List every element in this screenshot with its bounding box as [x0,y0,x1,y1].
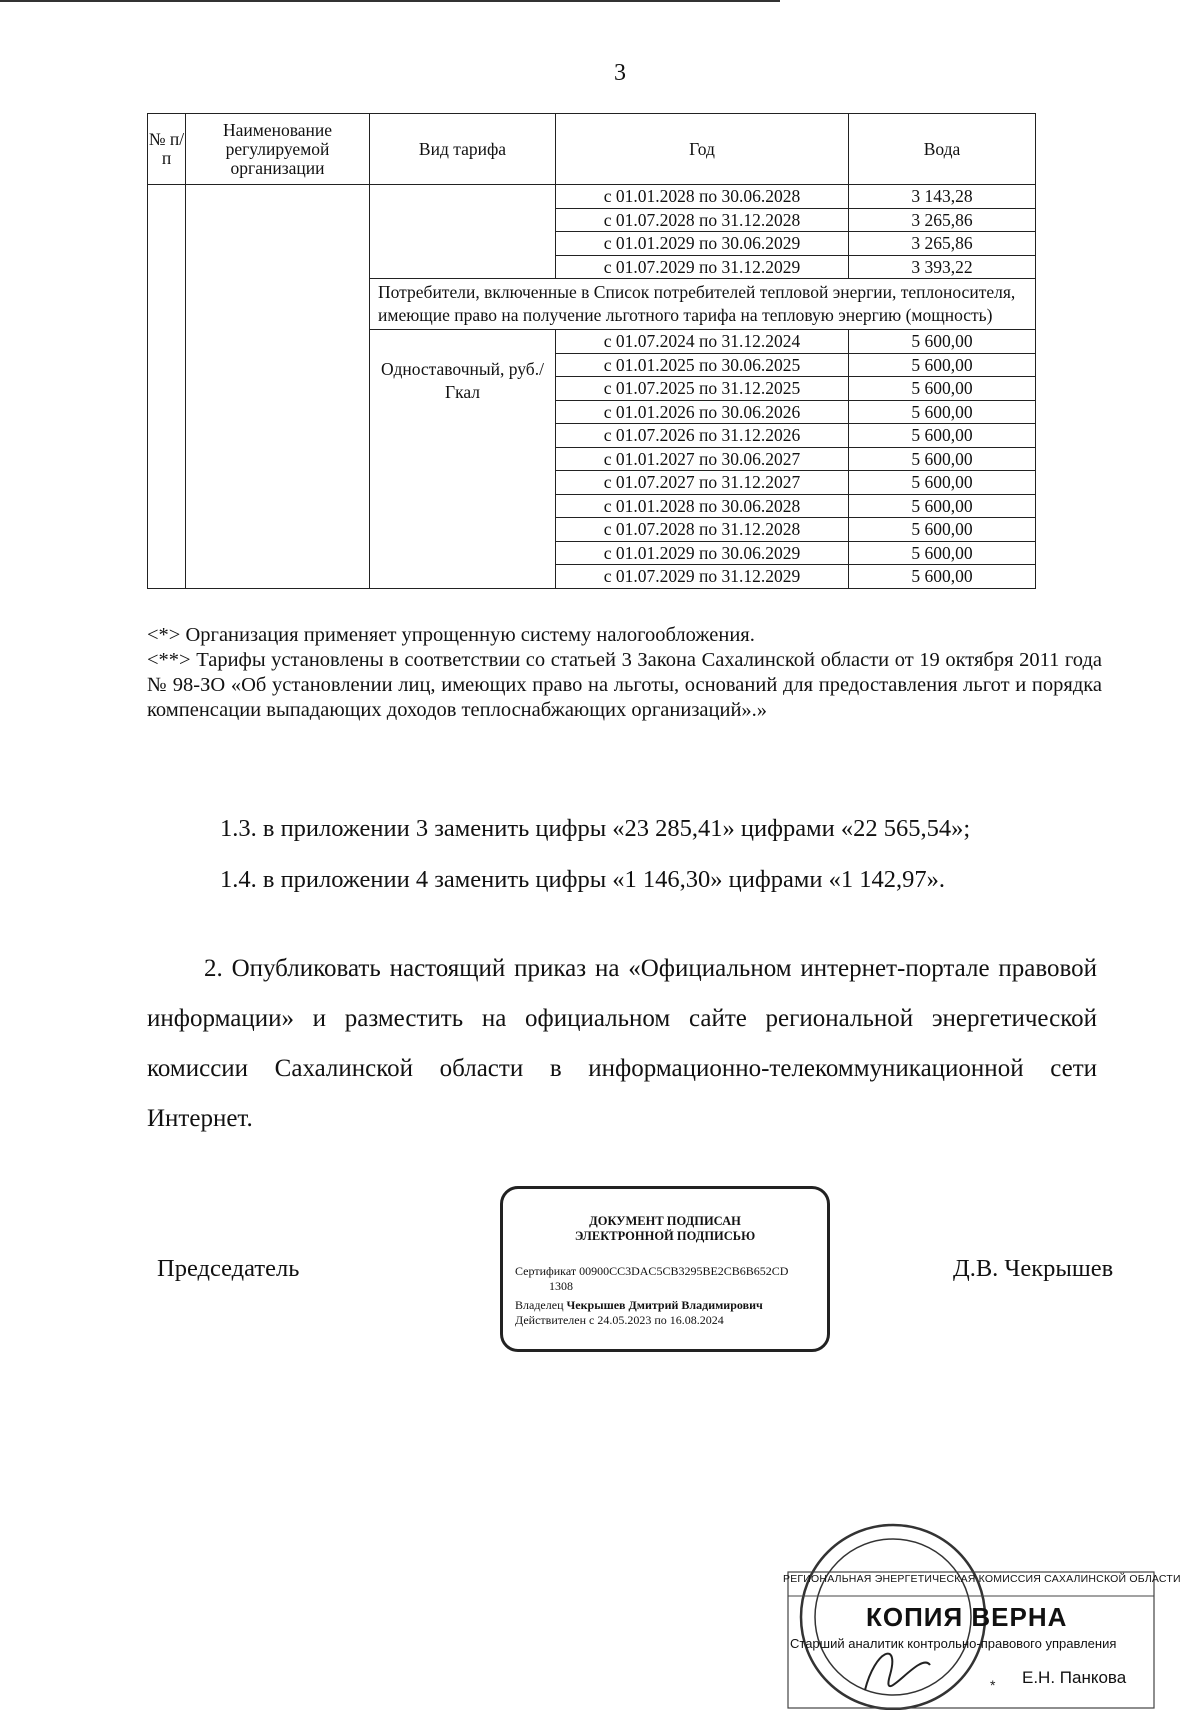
cell-consumer-group: Потребители, включенные в Список потребителей тепловой энергии, теплоносителя, имеющие право на получение льготного тарифа на тепловую энергию (мощность) [370,279,1036,330]
cell-value: 5 600,00 [849,353,1036,377]
paragraph-2: 2. Опубликовать настоящий приказ на «Официальном интернет-портале правовой информации» и разместить на официальном сайте региональной энергетической комиссии Сахалинской области в информационно-телекоммуникационной сети Интернет. [147,955,1097,1132]
cell-period: с 01.07.2028 по 31.12.2028 [556,208,849,232]
cell-period: с 01.07.2028 по 31.12.2028 [556,518,849,542]
cell-period: с 01.01.2027 по 30.06.2027 [556,447,849,471]
cell-value: 5 600,00 [849,494,1036,518]
footnotes [147,623,1102,723]
header-tariff-type: Вид тарифа [370,114,556,185]
header-number: № п/п [148,114,186,185]
cell-value: 5 600,00 [849,424,1036,448]
signatory-name: Д.В. Чекрышев [953,1255,1114,1282]
footnote-2: <**> Тарифы установлены в соответствии со статьей 3 Закона Сахалинской области от 19 октября 2011 года № 98-ЗО «Об установлении лиц, имеющих право на льготы, оснований для предоставления льгот и порядка компенсации выпадающих доходов теплоснабжающих организаций».» [147,649,1102,721]
cell-value: 3 393,22 [849,255,1036,279]
item-1-3: 1.3. в приложении 3 заменить цифры «23 285,41» цифрами «22 565,54»; [220,815,971,842]
cell-tariff-type-blank [370,185,556,279]
cell-tariff-type: Одноставочный, руб./Гкал [370,330,556,589]
cell-value: 3 265,86 [849,208,1036,232]
cell-period: с 01.01.2026 по 30.06.2026 [556,400,849,424]
cell-period: с 01.01.2028 по 30.06.2028 [556,494,849,518]
table-row [148,185,1036,209]
esig-owner-label: Владелец [515,1298,564,1312]
cell-value: 5 600,00 [849,518,1036,542]
cell-period: с 01.07.2029 по 31.12.2029 [556,565,849,589]
cell-period: с 01.01.2029 по 30.06.2029 [556,232,849,256]
svg-text:*: * [990,1677,996,1693]
cell-value: 3 143,28 [849,185,1036,209]
cell-period: с 01.07.2025 по 31.12.2025 [556,377,849,401]
esig-certificate [515,1264,827,1279]
cell-period: с 01.01.2025 по 30.06.2025 [556,353,849,377]
esig-cert-value-2: 1308 [549,1279,573,1293]
signatory-position: Председатель [157,1255,300,1282]
copy-position: Старший аналитик контрольно-правового управления [790,1636,1117,1651]
cell-organization [186,185,370,589]
tariff-table [147,113,1036,589]
electronic-signature-box [500,1186,830,1352]
esig-cert-value: 00900CC3DAC5CB3295BE2CB6B652CD [579,1264,789,1278]
item-1-4: 1.4. в приложении 4 заменить цифры «1 146,30» цифрами «1 142,97». [220,866,946,893]
cell-value: 3 265,86 [849,232,1036,256]
table-body [148,185,1036,589]
esig-cert-label: Сертификат [515,1264,577,1278]
header-period: Год [556,114,849,185]
footnote-1: <*> Организация применяет упрощенную систему налогообложения. [147,624,755,646]
esig-title-1: ДОКУМЕНТ ПОДПИСАН [589,1214,741,1228]
cell-period: с 01.07.2029 по 31.12.2029 [556,255,849,279]
cell-period: с 01.07.2024 по 31.12.2024 [556,330,849,354]
copy-org-line: РЕГИОНАЛЬНАЯ ЭНЕРГЕТИЧЕСКАЯ КОМИССИЯ САХАЛИНСКОЙ ОБЛАСТИ [783,1573,1181,1585]
copy-signer-name: Е.Н. Панкова [1022,1668,1127,1687]
copy-certified-title: КОПИЯ ВЕРНА [866,1602,1068,1632]
table-header-row [148,114,1036,185]
esig-title-2: ЭЛЕКТРОННОЙ ПОДПИСЬЮ [574,1229,756,1243]
esig-owner-value: Чекрышев Дмитрий Владимирович [566,1298,763,1312]
cell-value: 5 600,00 [849,565,1036,589]
cell-value: 5 600,00 [849,447,1036,471]
cell-value: 5 600,00 [849,377,1036,401]
cell-period: с 01.01.2028 по 30.06.2028 [556,185,849,209]
esig-owner [515,1298,827,1313]
header-water: Вода [849,114,1036,185]
cell-value: 5 600,00 [849,330,1036,354]
page-number: 3 [614,60,626,86]
header-organization: Наименование регулируемой организации [186,114,370,185]
cell-value: 5 600,00 [849,400,1036,424]
cell-value: 5 600,00 [849,541,1036,565]
cell-period: с 01.07.2027 по 31.12.2027 [556,471,849,495]
scan-top-edge [0,0,780,2]
esig-validity: Действителен с 24.05.2023 по 16.08.2024 [515,1313,724,1327]
cell-number [148,185,186,589]
cell-value: 5 600,00 [849,471,1036,495]
cell-period: с 01.01.2029 по 30.06.2029 [556,541,849,565]
cell-period: с 01.07.2026 по 31.12.2026 [556,424,849,448]
